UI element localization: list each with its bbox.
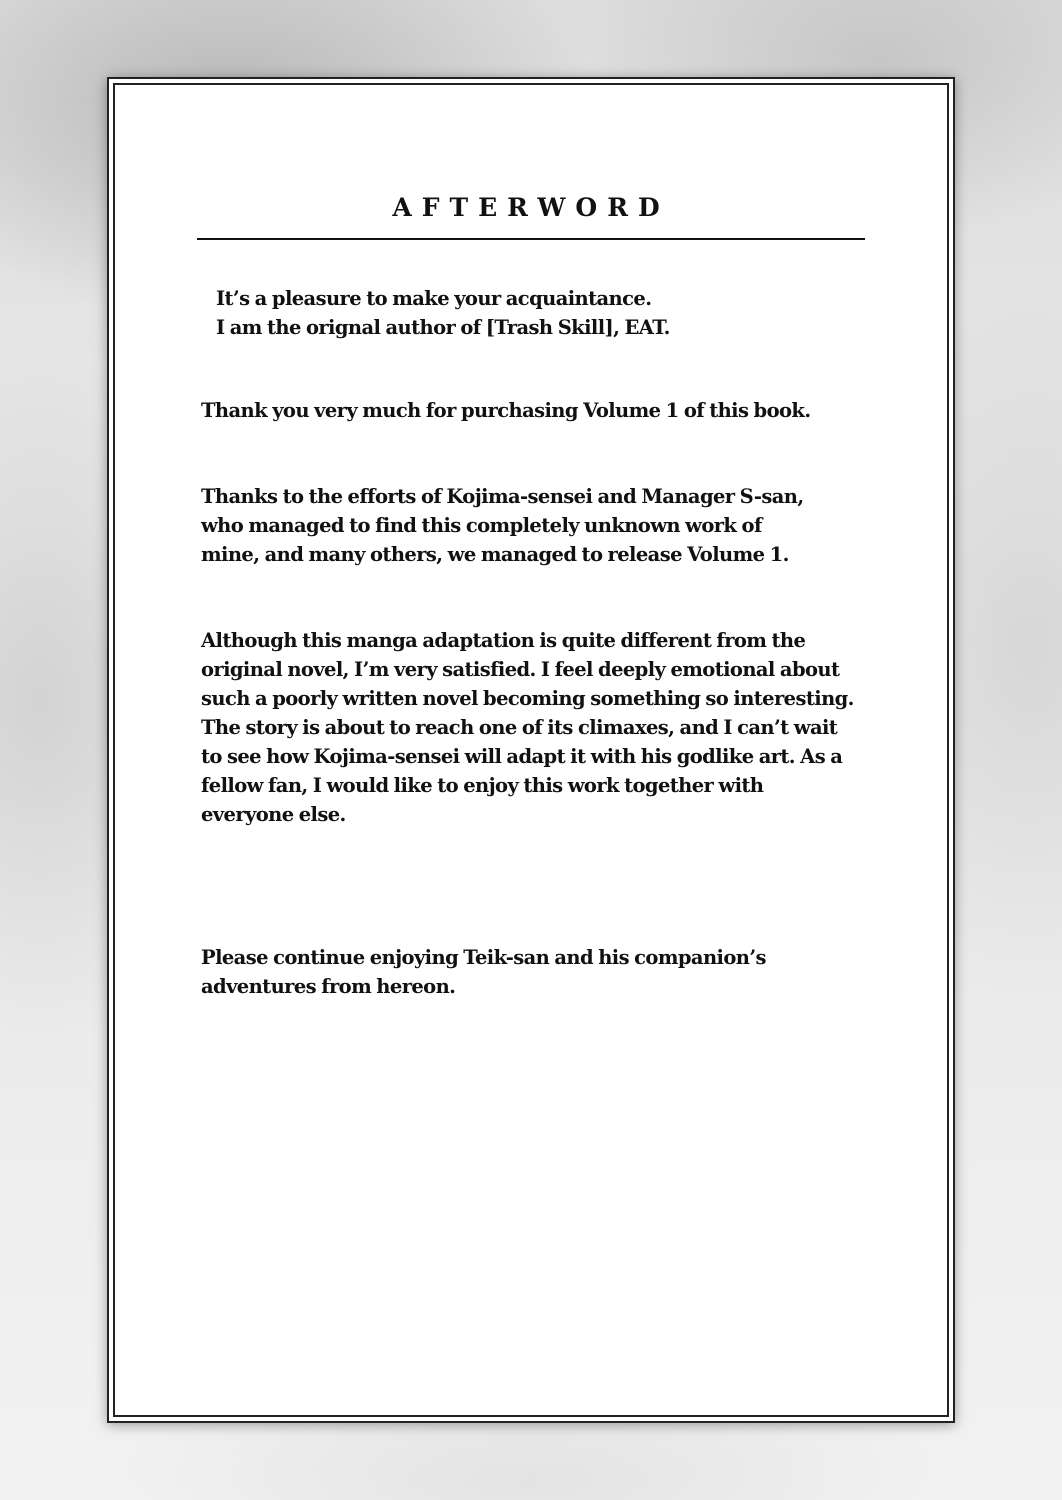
page-title: AFTERWORD (392, 193, 670, 222)
text-line: to see how Kojima-sensei will adapt it with his godlike art. As a (201, 745, 843, 768)
thanks-paragraph (201, 396, 811, 425)
text-line: I am the orignal author of [Trash Skill], EAT. (216, 316, 670, 339)
greeting-paragraph (216, 284, 670, 342)
text-line: mine, and many others, we managed to release Volume 1. (201, 543, 789, 566)
text-line: Thank you very much for purchasing Volume 1 of this book. (201, 399, 811, 422)
text-line: It’s a pleasure to make your acquaintance. (216, 287, 652, 310)
text-line: Although this manga adaptation is quite different from the (201, 629, 806, 652)
text-line: original novel, I’m very satisfied. I feel deeply emotional about (201, 658, 840, 681)
efforts-paragraph (201, 482, 804, 569)
text-line: Thanks to the efforts of Kojima-sensei and Manager S-san, (201, 485, 804, 508)
title-divider (197, 238, 865, 240)
text-line: such a poorly written novel becoming something so interesting. (201, 687, 854, 710)
text-line: The story is about to reach one of its climaxes, and I can’t wait (201, 716, 838, 739)
text-line: adventures from hereon. (201, 975, 456, 998)
manga-adaptation-paragraph (201, 626, 854, 829)
text-line: fellow fan, I would like to enjoy this work together with (201, 774, 764, 797)
text-line: everyone else. (201, 803, 346, 826)
text-line: who managed to find this completely unknown work of (201, 514, 762, 537)
text-line: Please continue enjoying Teik-san and his companion’s (201, 946, 766, 969)
closing-paragraph (201, 943, 766, 1001)
